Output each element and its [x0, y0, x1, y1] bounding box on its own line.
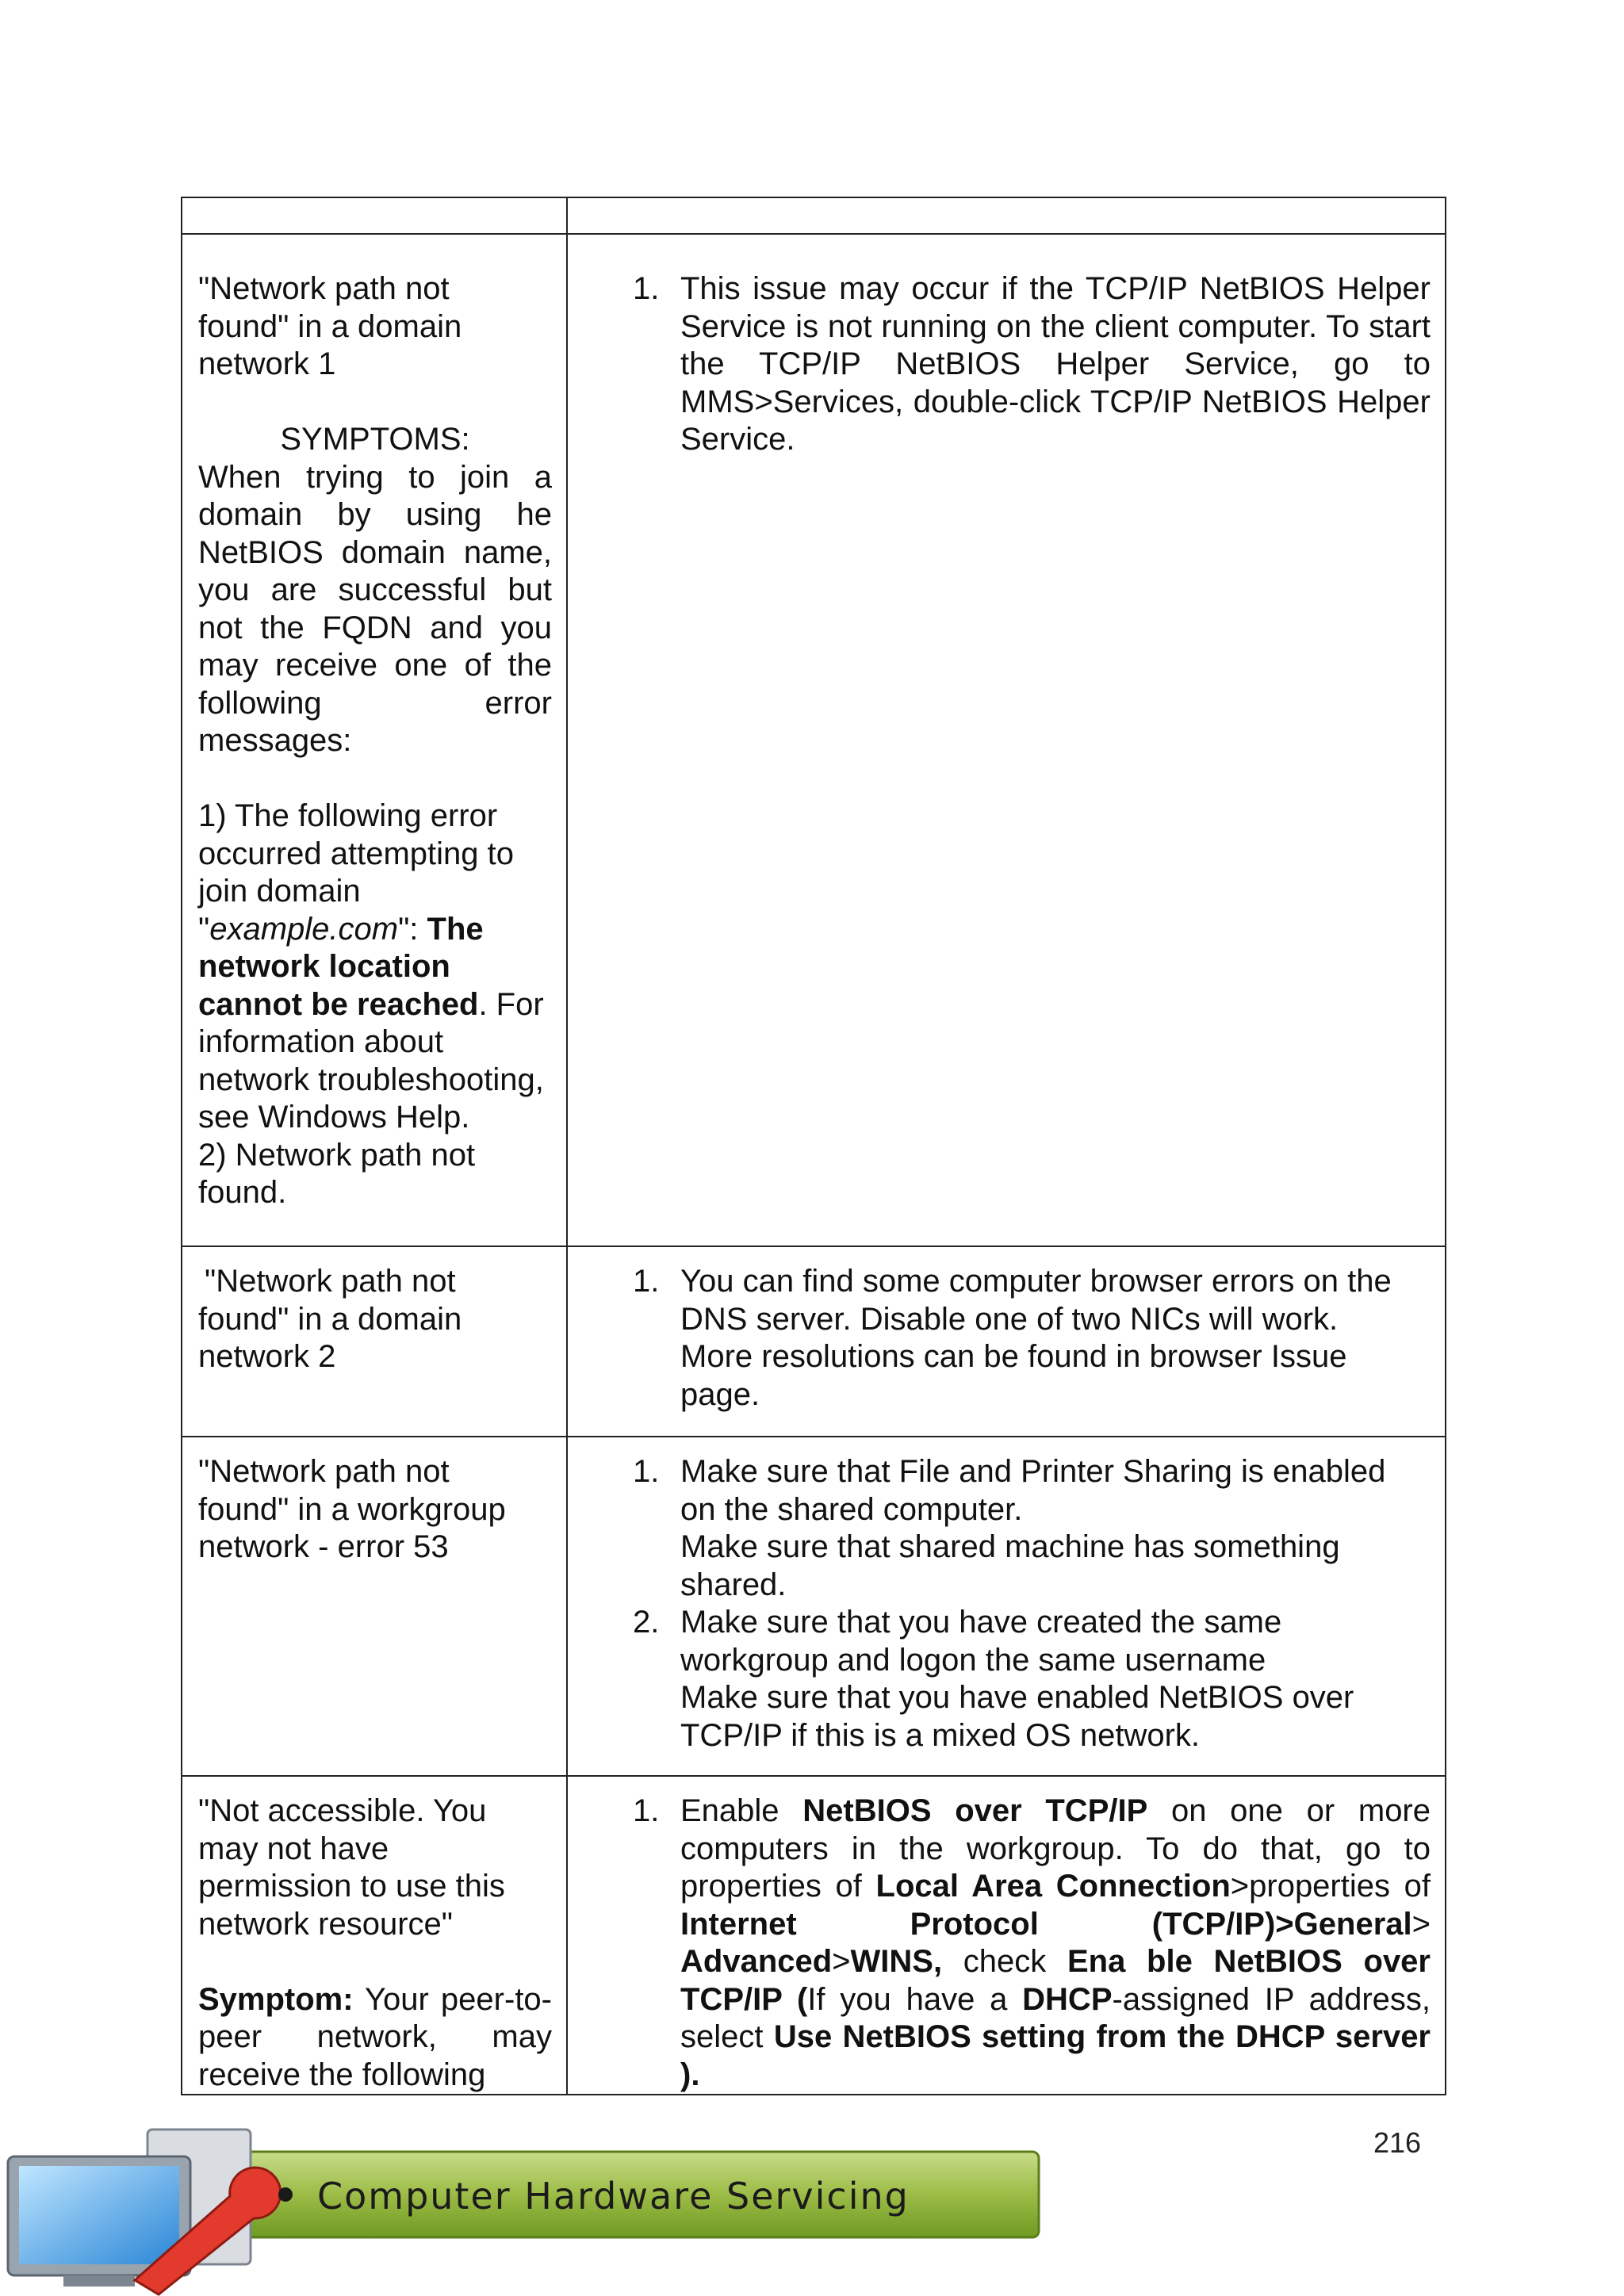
symptoms-heading: SYMPTOMS:: [280, 422, 470, 457]
solution-cell: [567, 234, 1446, 1246]
table-row: [182, 234, 1446, 1246]
troubleshooting-table: [181, 197, 1446, 2095]
page-number: 216: [1373, 2126, 1422, 2159]
symptoms-text: When trying to join a domain by using he NetBIOS domain name, you are successful but not the FQDN and you may receive one of the following error messages:: [198, 459, 552, 758]
solution-cell: [567, 1776, 1446, 2095]
table-row: [182, 1246, 1446, 1437]
footer-banner: [0, 2125, 1055, 2296]
computer-icon: [8, 2130, 251, 2286]
symptom-text: Symptom: Your peer-to-peer network, may receive the following: [198, 1981, 552, 2092]
solution-cell: [567, 1437, 1446, 1776]
problem-cell: "Network path not found" in a workgroup network - error 53: [182, 1437, 567, 1776]
banner-text: Computer Hardware Servicing: [317, 2175, 910, 2218]
problem-title: "Network path not found" in a domain network 1: [198, 271, 462, 381]
table-row: [182, 1776, 1446, 2095]
error-message-2: 2) Network path not found.: [198, 1137, 476, 1210]
problem-cell: [182, 234, 567, 1246]
solution-item: 1. This issue may occur if the TCP/IP NetBIOS Helper Service is not running on the client computer. To start the TCP/IP NetBIOS Helper Service, go to MMS>Services, double-click TCP/IP NetBIOS Helper Service.: [633, 271, 1431, 457]
header-cell-problem: [182, 197, 567, 234]
table-row: [182, 1437, 1446, 1776]
table-header-row: [182, 197, 1446, 234]
problem-cell: "Network path not found" in a domain network 2: [182, 1246, 567, 1437]
solution-item: 1. You can find some computer browser errors on the DNS server. Disable one of two NICs will work. More resolutions can be found in browser Issue page.: [633, 1264, 1392, 1412]
problem-cell: "Not accessible. You may not have permission to use this network resource" Symptom: Your peer-to-peer network, may receive the following: [182, 1776, 567, 2095]
error-message-1: 1) The following error occurred attempting to join domain "example.com": The network location cannot be reached. For information about network troubleshooting, see Windows Help.: [198, 798, 544, 1135]
solution-cell: [567, 1246, 1446, 1437]
solution-item: 1. Make sure that File and Printer Sharing is enabled on the shared computer. Make sure that shared machine has something shared.: [633, 1454, 1386, 1602]
solution-item: 1. Enable NetBIOS over TCP/IP on one or more computers in the workgroup. To do that, go to properties of Local Area Connection>properties of Internet Protocol (TCP/IP)>General> Advanced>WINS, check Ena ble NetBIOS over TCP/IP (If you have a DHCP-assigned IP address, select Use NetBIOS setting from the DHCP server ).: [633, 1793, 1431, 2092]
bullet-dot-icon: [278, 2187, 293, 2202]
solution-item: 2. Make sure that you have created the same workgroup and logon the same username Make sure that you have enabled NetBIOS over TCP/IP if this is a mixed OS network.: [633, 1605, 1354, 1753]
header-cell-solution: [567, 197, 1446, 234]
